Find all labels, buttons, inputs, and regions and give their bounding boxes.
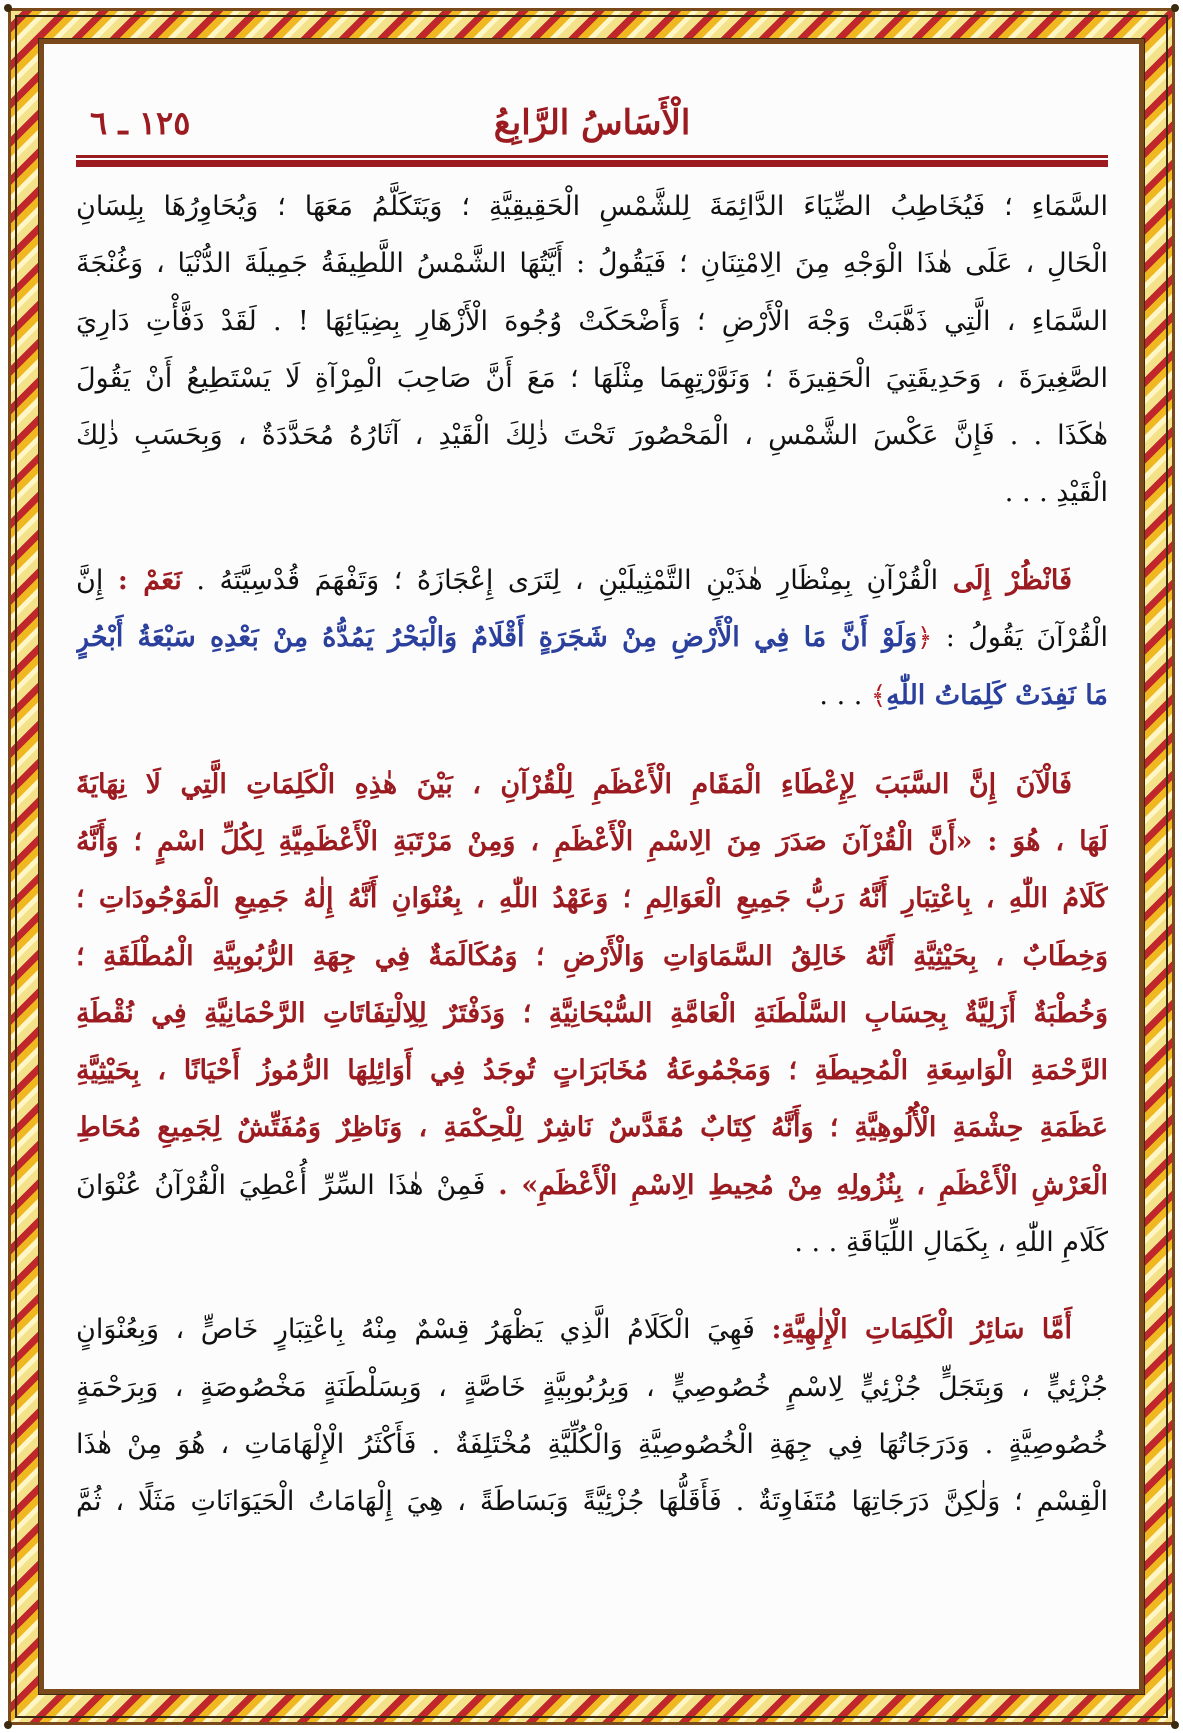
frame-corner-knob	[1171, 1721, 1179, 1729]
chapter-title: الْأَسَاسُ الرَّابِعُ	[493, 103, 691, 143]
quran-verse: وَلَوْ أَنَّ مَا فِي الْأَرْضِ مِنْ شَجَرَةٍ أَقْلَامٌ وَالْبَحْرُ يَمُدُّهُ مِنْ بَعْدِهِ سَبْعَةُ أَبْحُرٍ	[76, 622, 918, 654]
page	[76, 40, 1108, 1680]
header-rule-thin	[76, 155, 1108, 158]
text-span: الْقُرْآنَ يَقُولُ :	[945, 622, 1108, 654]
text-line: خُصُوصِيَّةٍ . وَدَرَجَاتُهَا فِي جِهَةِ الْخُصُوصِيَّةِ وَالْكُلِّيَّةِ مُخْتَلِفَةٌ . فَأَكْثَرُ الْإِلْهَامَاتِ ، هُوَ مِنْ هٰذَا	[76, 1428, 1108, 1460]
text-span: فَمِنْ هٰذَا السِّرِّ أُعْطِيَ الْقُرْآنُ عُنْوَانَ	[76, 1169, 486, 1201]
emphasis-lead: فَانْظُرْ إِلَى	[952, 564, 1073, 596]
text-span: الْعَرْشِ الْأَعْظَمِ ، بِنُزُولِهِ مِنْ مُحِيطِ الِاسْمِ الْأَعْظَمِ» .	[498, 1169, 1108, 1201]
paragraph-1	[76, 178, 1108, 522]
header-rule-thick	[76, 160, 1108, 167]
paragraph-3	[76, 756, 1108, 1272]
text-line: جُزْئِيٍّ ، وَبِتَجَلٍّ جُزْئِيٍّ لِاسْمٍ خُصُوصِيٍّ ، وَبِرُبُوبِيَّةٍ خَاصَّةٍ ، وَبِسَلْطَنَةٍ مَخْصُوصَةٍ ، وَبِرَحْمَةٍ	[76, 1371, 1108, 1403]
quran-ornament-close-icon: ﴾	[870, 681, 887, 712]
frame-corner-knob	[4, 4, 12, 12]
text-line: السَّمَاءِ ؛ فَيُخَاطِبُ الضِّيَاءَ الدَّائِمَةَ لِلشَّمْسِ الْحَقِيقِيَّةِ ؛ وَيَتَكَلَّمُ مَعَهَا ؛ وَيُحَاوِرُهَا بِلِسَانِ	[76, 191, 1108, 222]
page-header	[76, 95, 1108, 155]
text-line	[76, 552, 1108, 609]
text-line: لَهَا ، هُوَ : «أَنَّ الْقُرْآنَ صَدَرَ مِنَ الِاسْمِ الْأَعْظَمِ ، وَمِنْ مَرْتَبَةِ الْأَعْظَمِيَّةِ لِكُلِّ اسْمٍ ؛ وَأَنَّهُ	[76, 825, 1108, 857]
text-line: فَالْآنَ إِنَّ السَّبَبَ لِإِعْطَاءِ الْمَقَامِ الْأَعْظَمِ لِلْقُرْآنِ ، بَيْنَ هٰذِهِ الْكَلِمَاتِ الَّتِي لَا نِهَايَةَ	[76, 768, 1072, 800]
text-line: كَلَامُ اللّٰهِ ، بِاعْتِبَارِ أَنَّهُ رَبُّ جَمِيعِ الْعَوَالِمِ ؛ وَعَهْدُ اللّٰهِ ، بِعُنْوَانِ أَنَّهُ إِلٰهُ جَمِيعِ الْمَوْجُودَاتِ ؛	[76, 883, 1108, 915]
text-line	[76, 609, 1108, 667]
quran-ornament-open-icon: ﴿	[917, 623, 933, 654]
page-number: ١٢٥ ـ ٦	[90, 104, 191, 142]
text-line: الصَّغِيرَةَ ، وَحَدِيقَتِيَ الْحَقِيرَةَ ؛ وَنَوَّرْتِهِمَا مِثْلَهَا ؛ مَعَ أَنَّ صَاحِبَ الْمِرْآةِ لَا يَسْتَطِيعُ أَنْ يَقُولَ	[76, 362, 1108, 394]
frame-corner-knob	[4, 1721, 12, 1729]
text-span: إِنَّ	[76, 564, 104, 596]
text-line: السَّمَاءِ ، الَّتِي ذَهَّبَتْ وَجْهَ الْأَرْضِ ؛ وَأَضْحَكَتْ وُجُوهَ الْأَزْهَارِ بِضِيَائِهَا ! . لَقَدْ دَفَّأْتِ دَارِيَ	[76, 305, 1108, 337]
frame-corner-knob	[1171, 4, 1179, 12]
body-text	[76, 178, 1108, 1561]
text-span: . . .	[819, 680, 871, 712]
text-line: هٰكَذَا . . فَإِنَّ عَكْسَ الشَّمْسِ ، الْمَحْصُورَ تَحْتَ ذٰلِكَ الْقَيْدِ ، آثَارُهُ مُحَدَّدَةٌ ، وَبِحَسَبِ ذٰلِكَ	[76, 420, 1108, 452]
emphasis-lead: أَمَّا سَائِرُ الْكَلِمَاتِ الْإِلٰهِيَّةِ:	[771, 1314, 1072, 1346]
text-line: الْقَيْدِ . . .	[1004, 477, 1108, 509]
text-line: وَخِطَابٌ ، بِحَيْثِيَّةِ أَنَّهُ خَالِقُ السَّمَاوَاتِ وَالْأَرْضِ ؛ وَمُكَالَمَةٌ فِي جِهَةِ الرُّبُوبِيَّةِ الْمُطْلَقَةِ ؛	[76, 940, 1108, 972]
text-span: الْقُرْآنِ بِمِنْظَارِ هٰذَيْنِ التَّمْثِيلَيْنِ ، لِتَرَى إِعْجَازَهُ ؛ وَتَفْهَمَ قُدْسِيَّتَهُ .	[196, 564, 939, 596]
text-line: الْقِسْمِ ؛ وَلٰكِنَّ دَرَجَاتِهَا مُتَفَاوِتَةٌ . فَأَقَلُّهَا جُزْئِيَّةً وَبَسَاطَةً ، هِيَ إِلْهَامَاتُ الْحَيَوَانَاتِ مَثَلًا ، ثُمَّ	[76, 1486, 1108, 1518]
text-line: الرَّحْمَةِ الْوَاسِعَةِ الْمُحِيطَةِ ؛ وَمَجْمُوعَةُ مُخَابَرَاتٍ تُوجَدُ فِي أَوَائِلِهَا الرُّمُوزُ أَحْيَانًا ، بِحَيْثِيَّةِ	[76, 1055, 1108, 1087]
emphasis-naam: نَعَمْ :	[117, 564, 182, 596]
quran-verse: مَا نَفِدَتْ كَلِمَاتُ اللّٰهِ	[886, 680, 1108, 712]
text-line: عَظَمَةِ حِشْمَةِ الْأُلُوهِيَّةِ ؛ وَأَنَّهُ كِتَابٌ مُقَدَّسٌ نَاشِرٌ لِلْحِكْمَةِ ، وَنَاظِرٌ وَمُفَتِّشٌ لِجَمِيعِ مُحَاطِ	[76, 1112, 1108, 1144]
text-line	[76, 667, 1108, 725]
text-line: وَخُطْبَةٌ أَزَلِيَّةٌ بِحِسَابِ السَّلْطَنَةِ الْعَامَّةِ السُّبْحَانِيَّةِ ؛ وَدَفْتَرٌ لِلِالْتِفَاتَاتِ الرَّحْمَانِيَّةِ فِي نُقْطَةِ	[76, 997, 1108, 1029]
text-line	[76, 1301, 1108, 1358]
text-line	[76, 1157, 1108, 1214]
text-line: كَلَامِ اللّٰهِ ، بِكَمَالِ اللِّيَاقَةِ . . .	[794, 1227, 1108, 1259]
text-span: فَهِيَ الْكَلَامُ الَّذِي يَظْهَرُ قِسْمٌ مِنْهُ بِاعْتِبَارٍ خَاصٍّ ، وَبِعُنْوَانٍ	[76, 1314, 755, 1346]
paragraph-2	[76, 552, 1108, 726]
paragraph-4	[76, 1301, 1108, 1530]
text-line: الْحَالِ ، عَلَى هٰذَا الْوَجْهِ مِنَ الِامْتِنَانِ ؛ فَيَقُولُ : أَيَّتُهَا الشَّمْسُ اللَّطِيفَةُ جَمِيلَةَ الدُّنْيَا ، وَغُنْجَةَ	[76, 248, 1108, 280]
